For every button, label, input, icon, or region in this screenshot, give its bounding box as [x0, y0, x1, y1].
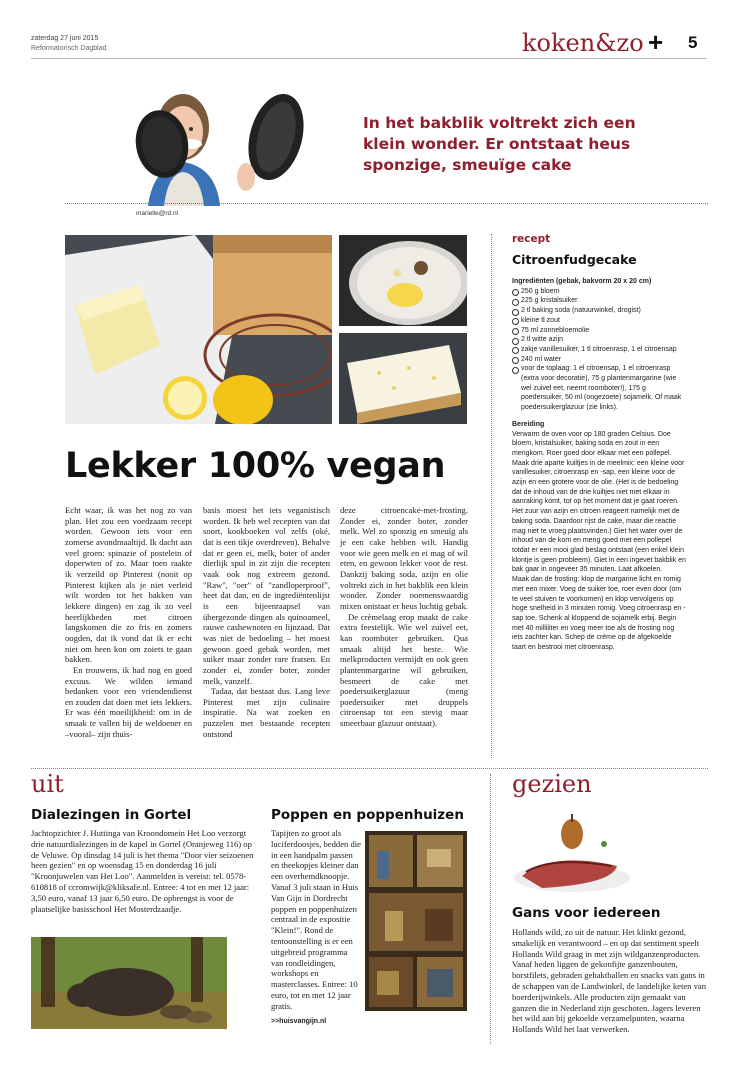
ingredient-item: zakje vanillesuiker, 1 tl citroenrasp, 1 el citroensap [512, 345, 686, 355]
article-headline: Lekker 100% vegan [65, 446, 446, 486]
author-photo [128, 62, 308, 206]
huisvangijn-link[interactable]: >>huisvangijn.nl [271, 1018, 327, 1025]
recipe-divider [491, 234, 492, 758]
uit-section-title: uit [31, 770, 64, 798]
page-number: 5 [688, 33, 698, 52]
newspaper-name: Reformatorisch Dagblad [31, 45, 107, 52]
header-rule [31, 58, 707, 59]
recipe-body [512, 277, 686, 653]
article-paragraph: Echt waar, ik was het nog zo van plan. Het zou een voedzaam recept worden. Gewoon iets voor een zomerse avondmaaltijd. Ik dacht aan veel groen: spinazie of postelein of doperwten of zo. Maar toen raakte ik verzeild op Pinterest (nooit op Pinterest kijken als je niet verleid wilt worden tot het bakken van lekkere dingen) en zag ik zo veel heerlijkheden met citroen langskomen die zo fris en zomers oogden, dat ik vond dat ik er echt niet om heen kon om zoiets te gaan bakken. [65, 505, 192, 665]
intro-lead: In het bakblik voltrekt zich een klein wonder. Er ontstaat heus sponzige, smeuïge cake [363, 114, 636, 174]
poppen-title: Poppen en poppenhuizen [271, 807, 464, 823]
ingredient-item: voor de toplaag: 1 el citroensap, 1 el citroenrasp (extra voor decoratie), 75 g plantenmargarine (wie wel zuivel eet, neemt roomboter!), 175 g poedersuiker, 50 ml (ongezoete) sojamelk. Of maak poedersuikerglazuur (zie links). [512, 364, 686, 413]
article-column-3 [340, 505, 468, 729]
ingredient-item: 240 ml water [512, 355, 686, 365]
plus-icon: + [648, 27, 664, 57]
photo-frosted-cake [339, 333, 467, 424]
photo-flour-bowl [339, 235, 467, 326]
article-column-1 [65, 505, 192, 739]
author-email: marielle@rd.nl [136, 210, 178, 217]
issue-date: zaterdag 27 juni 2015 [31, 35, 99, 42]
ingredient-item: 2 tl baking soda (natuurwinkel, drogist) [512, 306, 686, 316]
ingredient-item: 250 g bloem [512, 287, 686, 297]
main-photo-butter-lemons [65, 235, 332, 424]
bottom-divider [31, 768, 708, 769]
dialezingen-text: Jachtopzichter J. Huttinga van Kroondomein Het Loo verzorgt drie natuurdialezingen in de kapel in Gortel (Oranjeweg 116) op de Veluwe. Op dinsdag 14 juli is het thema "Door vier seizoenen heen gezien" en op woensdag 15 en donderdag 16 juli "Kroonjuwelen van Het Loo". Aanmelden is vereist: tel. 0578-610818 of ccromwijk@kliksafe.nl. Entree: 4 tot en met 12 jaar: 3,50 euro, vanaf 13 jaar 6,50 euro. De opbrengst is voor de plaatselijke basisschool Het Mosterdzaadje. [31, 828, 254, 914]
poppen-text: Tapijten zo groot als luciferdoosjes, bedden die in een handpalm passen en theekopjes kleiner dan een overhemdknoopje. Vanaf 3 juli staan in Huis Van Gijn in Dordrecht poppen en poppenhuizen centraal in de expositie "Klein!". Rond de tentoonstelling is er een uitgebreid programma van rondleidingen, workshops en masterclasses. Entree: 10 euro, tot en met 12 jaar gratis. [271, 828, 361, 1011]
photo-wild-boar [31, 937, 227, 1029]
recipe-kicker: recept [512, 233, 551, 245]
article-paragraph: deze citroencake-met-frosting. Zonder ei, zonder boter, zonder melk. Wel zo sponzig en smeuïg als je een cake hebben wilt. Handig voor wie geen melk en ei mag of wil eten, en gewoon lekker voor de rest. Dankzij baking soda, azijn en olie voltrekt zich in het bakblik een klein wonder. Zonder noemenswaardig mixen ontstaat er heus luchtig gebak. [340, 505, 468, 611]
article-paragraph: basis moest het iets veganistisch worden. Ik heb wel recepten van dat soort, kookboeken vol zelfs (oké, dat is een tikje overdreven). Behalve dat er geen ei, melk, boter of ander dierlijk spul in zit zijn die recepten vaak ook nog extreem gezond. "Raw", "oer" of "zandloperproof", heet dat dan, en de ingrediëntenlijst is een bijeenraapsel van übergezonde dingen als quinoameel, rauwe cashewnoten en lijnzaad. Dat was niet de bedoeling – het moest gewoon goed gebak worden, met suiker maar zonder rare fratsen. En zonder ei, zonder boter, zonder melk, vanzelf. [203, 505, 330, 686]
dialezingen-title: Dialezingen in Gortel [31, 807, 192, 823]
gezien-section-title: gezien [512, 770, 592, 798]
gezien-text: Hollands wild, zo uit de natuur. Het klinkt gezond, smakelijk en verantwoord – en op dat sentiment speelt Hollands Wild graag in met zijn wildganzenproducten. Vanaf heden liggen de gekonfijte ganzenbouten, borstfilets, gebraden gehaktballen en snacks van gans in de schappen van de Landwinkel, de landelijke keten van boerderijwinkels. Alle producten zijn gemaakt van ganzen die in Nederland zijn geschoten. Jagers leveren het wild aan bij gekoelde verzamelpunten, waarna Hollands Wild het laat verwerken. [512, 927, 707, 1035]
recipe-title: Citroenfudgecake [512, 252, 637, 267]
gezien-title: Gans voor iedereen [512, 905, 661, 921]
article-paragraph: En trouwens, ik had nog en goed excuus. We wilden iemand bedanken voor een vriendendienst en zouden dat doen met iets lekkers. Er was één moeilijkheid: om in de smaak te vallen bij de weldoener en –vooral– zijn thuis- [65, 664, 192, 739]
article-paragraph: Tadaa, dat bestaat dus. Lang leve Pinterest met zijn culinaire inspiratie. Na wat zoeken en puzzelen met bestaande recepten ontstond [203, 686, 330, 739]
ingredients-title: Ingrediënten (gebak, bakvorm 20 x 20 cm) [512, 278, 652, 285]
ingredient-item: kleine tl zout [512, 316, 686, 326]
ingredient-item: 75 ml zonnebloemolie [512, 326, 686, 336]
method-title: Bereiding [512, 420, 545, 428]
article-column-2 [203, 505, 330, 739]
article-paragraph: De crèmelaag erop maakt de cake extra feestelijk. Wie wel zuivel eet, kan roomboter gebruiken. Qua smaak altijd het beste. Wie melkproducten vermijdt en ook geen plantenmargarine wil gebruiken, besmeert de cake met poedersuikerglazuur (meng poedersuiker met druppels citroensap tot een stevig maar smeerbaar glazuur ontstaat). [340, 611, 468, 729]
method-text: Verwarm de oven voor op 180 graden Celsius. Doe bloem, kristalsuiker, baking soda en zout in een mengkom. Roer goed door elkaar met een pollepel. Maak drie aparte kuiltjes in de meelmix: een kleine voor vanillesuiker, citroenrasp en -sap, een kleine voor de azijn en een grotere voor de olie. (Het is de bedoeling dat de inhoud van de drie kuiltjes niet met elkaar in aanraking komt, tot op het moment dat je gaat roeren. Het zuur van azijn en citroen reageert namelijk met de baking soda. Daardoor rijst de cake, maar die reactie mag niet te vroeg plaatsvinden.) Giet het water over de inhoud van de kom en meng goed met een pollepel totdat er een mooi glad beslag ontstaat (een enkel klein klontje is geen probleem). Giet in een ingevet bakblik en bak gaar in ongeveer 35 minuten. Laat afkoelen. Maak dan de frosting: klop de margarine licht en romig met een mixer. Voeg de suiker toe, roer even door (om te veel stuiven te voorkomen) en klop vervolgens op hoge snelheid in 3 minuten romig. Voeg citroenrasp en -sap toe. Schenk al kloppend de sojamelk erbij. Begin met 40 milliliter en voeg meer toe als de frosting nog iets zachter kan. Schep de crème op de afgekoelde taart en bestrooi met citroenrasp. [512, 430, 686, 652]
ingredient-item: 2 tl witte azijn [512, 335, 686, 345]
photo-goose-dish [512, 806, 632, 898]
section-title: koken&zo [522, 29, 644, 57]
photo-dollhouse [365, 831, 467, 1011]
ingredient-item: 225 g kristalsuiker [512, 296, 686, 306]
gezien-divider [490, 774, 491, 1044]
intro-divider [65, 203, 708, 204]
ingredients-list [512, 287, 686, 413]
